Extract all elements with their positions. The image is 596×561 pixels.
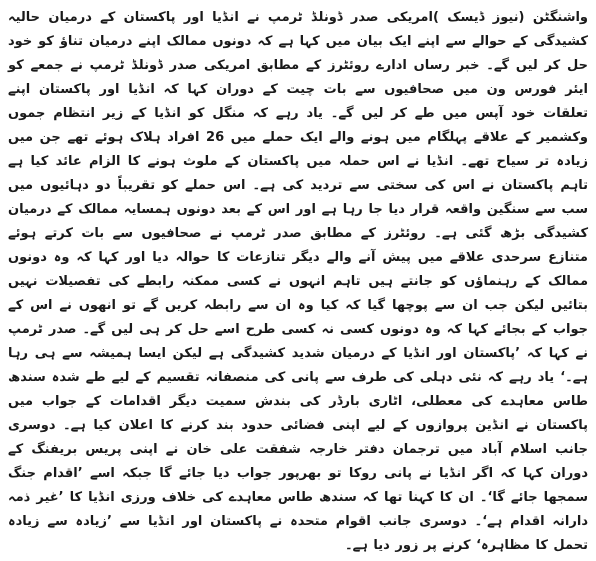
casualty-count: 26 (206, 130, 225, 145)
dateline: واشنگٹن (نیوز ڈیسک ) (432, 10, 589, 25)
article-body (8, 6, 588, 558)
article-text-part-2: افراد ہلاک ہوئے تھے جن میں زیادہ تر سیاح تھے۔ انڈیا نے اس حملہ میں پاکستان کے ملوث ہونے کا الزام عائد کیا ہے تاہم پاکستان نے اس کی سختی سے تردید کی ہے۔ اس حملے کو تقریباً دو دہائیوں میں سب سے سنگین واقعہ قرار دیا جا رہا ہے اور اس کے بعد دونوں ہمسایہ ممالک کے درمیان کشیدگی بڑھ گئی ہے۔ روئٹرز کے مطابق صدر ٹرمپ نے صحافیوں سے بات کرتے ہوئے متنازع سرحدی علاقے میں پیش آنے والے دیگر تنازعات کا حوالہ دیا اور کہا کہ وہ دونوں ممالک کے رہنماؤں کو جانتے ہیں تاہم انہوں نے کسی ممکنہ رابطے کی تفصیلات نہیں بتائیں لیکن جب ان سے پوچھا گیا کہ کیا وہ ان سے رابطہ کریں گے تو انھوں نے اس کے جواب کے بجائے کہا کہ وہ دونوں کسی نہ کسی طرح اسے حل کر ہی لیں گے۔ صدر ٹرمپ نے کہا کہ ’پاکستان اور انڈیا کے درمیان شدید کشیدگی ہے لیکن ایسا ہمیشہ سے ہی رہا ہے۔‘ یاد رہے کہ نئی دہلی کی طرف سے پانی کی منصفانہ تقسیم کے لیے طے شدہ سندھ طاس معاہدے کی معطلی، اٹاری بارڈر کی بندش سمیت دیگر اقدامات کے جواب میں پاکستان نے انڈین پروازوں کے لیے اپنی فضائی حدود بند کرنے کا اعلان کیا ہے۔ دوسری جانب اسلام آباد میں ترجمان دفتر خارجہ شفقت علی خان نے اپنی پریس بریفنگ کے دوران کہا کہ اگر انڈیا نے پانی روکا تو بھرپور جواب دیا جائے گا جبکہ اسے ’اقدام جنگ سمجھا جائے گا‘۔ ان کا کہنا تھا کہ سندھ طاس معاہدے کی خلاف ورزی انڈیا کا ’غیر ذمہ دارانہ اقدام ہے‘۔ دوسری جانب اقوام متحدہ نے پاکستان اور انڈیا سے ’زیادہ سے زیادہ تحمل کا مظاہرہ‘ کرنے پر زور دیا ہے۔ (8, 130, 588, 553)
article-text-part-1: امریکی صدر ڈونلڈ ٹرمپ نے انڈیا اور پاکستان کے درمیان حالیہ کشیدگی کے حوالے سے اپنے ایک بیان میں کہا ہے کہ دونوں ممالک اپنے درمیان تناؤ کو خود حل کر لیں گے۔ خبر رساں ادارے روئٹرز کے مطابق امریکی صدر ڈونلڈ ٹرمپ نے جمعے کو ایئر فورس ون میں صحافیوں سے بات چیت کے دوران کہا کہ انڈیا اور پاکستان اپنے تعلقات خود آپس میں طے کر لیں گے۔ یاد رہے کہ منگل کو انڈیا کے زیر انتظام جموں وکشمیر کے علاقے پہلگام میں ہونے والے ایک حملے میں (8, 10, 589, 145)
